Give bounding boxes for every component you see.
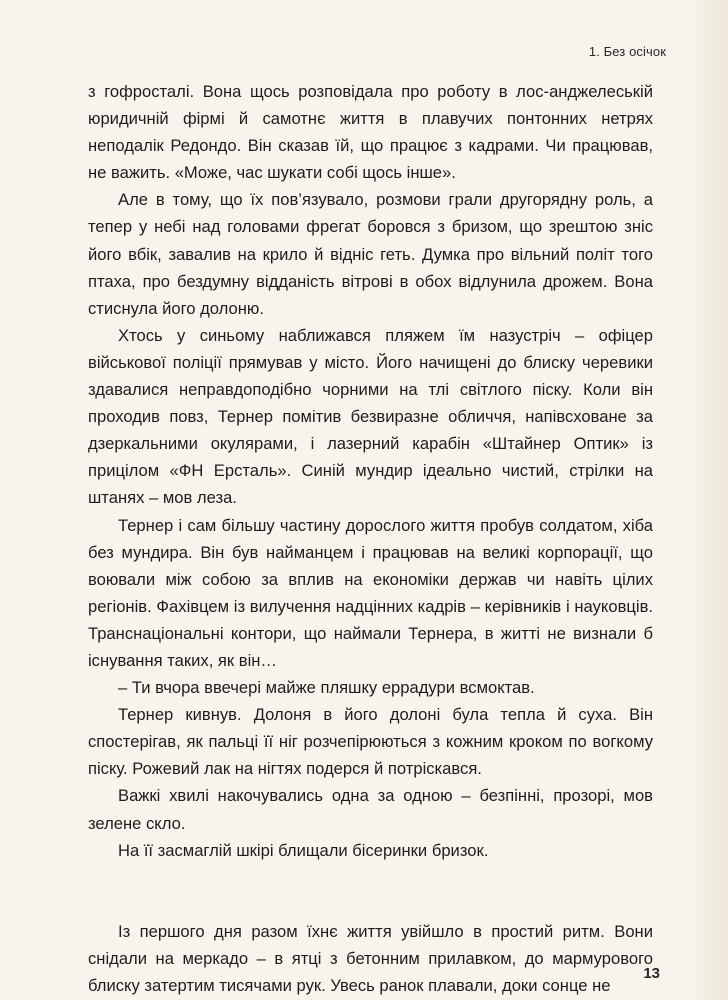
paragraph: Хтось у синьому наближався пляжем їм назустріч – офіцер військової поліції прямував у місто. Його начищені до блиску черевики здавалися неправдоподібно чорними на тлі світлого піску. Коли він проходив повз, Тернер помітив безвиразне обличчя, напівсховане за дзеркальними окулярами, і лазерний карабін «Штайнер Оптик» із прицілом «ФН Ерсталь». Синій мундир ідеально чистий, стрілки на штанях – мов леза. — [88, 325, 653, 508]
body-text — [88, 78, 653, 999]
paragraph: Із першого дня разом їхнє життя увійшло в простий ритм. Вони снідали на меркадо – в ятці з бетонним прилавком, до мармурового блиску затертим тисячами рук. Увесь ранок плавали, доки сонце не — [88, 921, 653, 995]
section-break — [88, 864, 653, 918]
page-edge-shadow — [690, 0, 728, 1000]
paragraph: Тернер кивнув. Долоня в його долоні була тепла й суха. Він спостерігав, як пальці її ніг розчепірюються з кожним кроком по вогкому піску. Рожевий лак на нігтях подерся й потріскався. — [88, 705, 653, 779]
paragraph: На її засмаглій шкірі блищали бісеринки бризок. — [118, 840, 489, 860]
paragraph: Важкі хвилі накочувались одна за одною – безпінні, прозорі, мов зелене скло. — [88, 786, 653, 833]
running-head: 1. Без осічок — [588, 44, 666, 59]
paragraph: – Ти вчора ввечері майже пляшку еррадури всмоктав. — [118, 678, 535, 698]
paragraph: Тернер і сам більшу частину дорослого життя пробув солдатом, хіба без мундира. Він був найманцем і працював на великі корпорації, що воювали між собою за вплив на економіки держав чи навіть цілих регіонів. Фахівцем із вилучення надцінних кадрів – керівників і науковців. Транснаціональні контори, що наймали Тернера, в житті не визнали б існування таких, як він… — [88, 515, 653, 670]
page-number: 13 — [643, 965, 660, 982]
paragraph: Але в тому, що їх пов’язувало, розмови грали другорядну роль, а тепер у небі над головами фрегат боровся з бризом, що зрештою зніс його вбік, завалив на крило й відніс геть. Думка про вільний політ того птаха, про бездумну відданість вітрові в обох відлунила дрожем. Вона стиснула його долоню. — [88, 190, 653, 318]
paragraph: з гофросталі. Вона щось розповідала про роботу в лос-анджелеській юридичній фірмі й самотнє життя в плавучих понтонних нетрях неподалік Редондо. Він сказав їй, що працює з кадрами. Чи працював, не важить. «Може, час шукати собі щось інше». — [88, 82, 653, 183]
